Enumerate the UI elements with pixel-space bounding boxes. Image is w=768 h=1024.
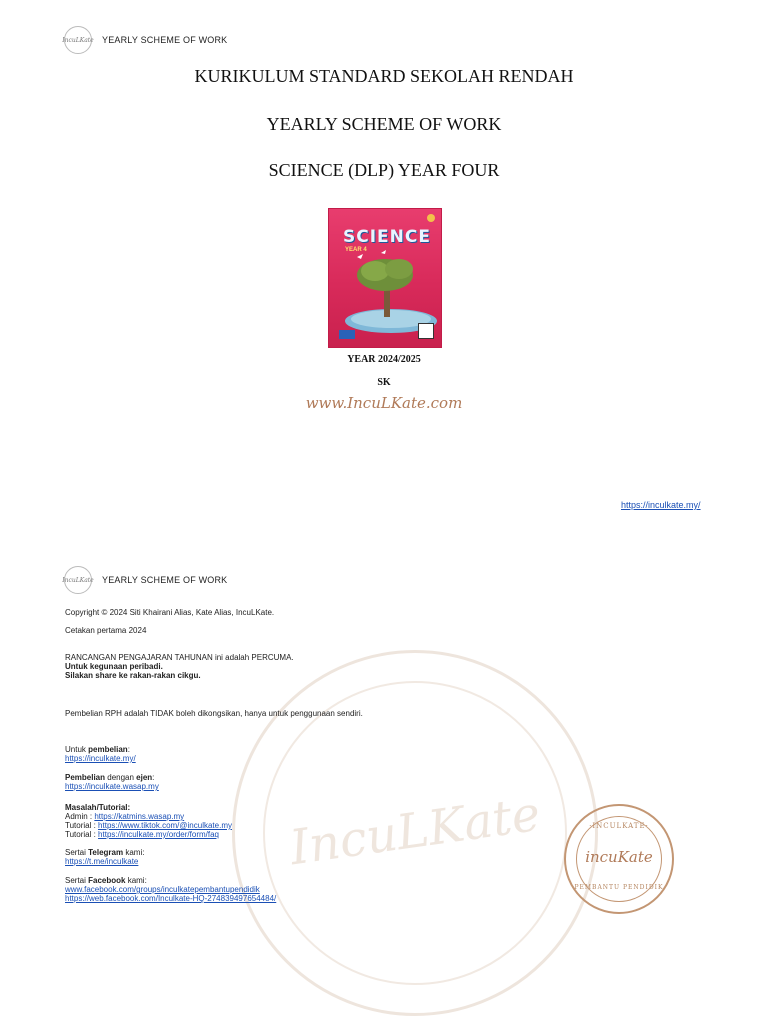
purchase-block: Untuk pembelian: https://inculkate.my/ [65,745,136,763]
edition-text: Cetakan pertama 2024 [65,626,147,635]
page-header [64,566,227,594]
share-notice: Silakan share ke rakan-rakan cikgu. [65,671,201,680]
scheme-title: YEARLY SCHEME OF WORK [266,114,502,134]
inculkate-logo: IncuLKate [64,566,92,594]
copyright-text: Copyright © 2024 Siti Khairani Alias, Kate Alias, IncuLKate. [65,608,275,617]
academic-year: YEAR 2024/2025 [347,354,421,365]
facebook-block: Sertai Facebook kami: www.facebook.com/groups/inculkatepembantupendidik https://web.facebook.com/Inculkate-HQ-274839497654484/ [65,876,277,903]
textbook-cover-image [328,208,442,348]
free-notice-block [65,653,294,680]
purchase-link[interactable]: https://inculkate.my/ [65,754,136,763]
faq-link[interactable]: https://inculkate.my/order/form/faq [98,830,219,839]
qr-code-icon [418,323,434,339]
agent-link[interactable]: https://inculkate.wasap.my [65,782,159,791]
info-page [0,540,768,1024]
book-subtitle: YEAR 4 [345,247,367,253]
facebook-group-link[interactable]: www.facebook.com/groups/inculkatepembantupendidik [65,885,260,894]
admin-link[interactable]: https://katmins.wasap.my [94,812,185,821]
curriculum-title: KURIKULUM STANDARD SEKOLAH RENDAH [194,66,574,86]
inculkate-logo: IncuLKate [64,26,92,54]
inculkate-link[interactable]: https://inculkate.my/ [621,500,701,510]
publisher-tag [339,330,355,339]
page-header [64,26,227,54]
free-notice: RANCANGAN PENGAJARAN TAHUNAN ini adalah PERCUMA. [65,653,294,662]
rph-notice: Pembelian RPH adalah TIDAK boleh dikongsikan, hanya untuk penggunaan sendiri. [65,709,363,718]
facebook-page-link[interactable]: https://web.facebook.com/Inculkate-HQ-274839497654484/ [65,894,277,903]
inculkate-stamp: ·INCULKATE· incuKate PEMBANTU PENDIDIK [564,804,674,914]
watermark-seal: IncuLKate [232,650,598,1016]
personal-use-notice: Untuk kegunaan peribadi. [65,662,163,671]
header-title: YEARLY SCHEME OF WORK [102,575,228,585]
agent-block: Pembelian dengan ejen: https://inculkate.wasap.my [65,773,159,791]
school-label: SK [377,377,391,388]
tiktok-link[interactable]: https://www.tiktok.com/@inculkate.my [98,821,232,830]
telegram-block: Sertai Telegram kami: https://t.me/inculkate [65,848,145,866]
website-signature: www.IncuLKate.com [305,394,463,412]
support-block: Masalah/Tutorial: Admin : https://katmins.wasap.my Tutorial : https://www.tiktok.com/@inculkate.my Tutorial : https://inculkate.my/order/form/faq [65,803,232,839]
book-title: SCIENCE [343,227,431,247]
support-label: Masalah/Tutorial: [65,803,131,812]
header-title: YEARLY SCHEME OF WORK [102,35,228,45]
subject-title: SCIENCE (DLP) YEAR FOUR [268,160,500,180]
telegram-link[interactable]: https://t.me/inculkate [65,857,139,866]
